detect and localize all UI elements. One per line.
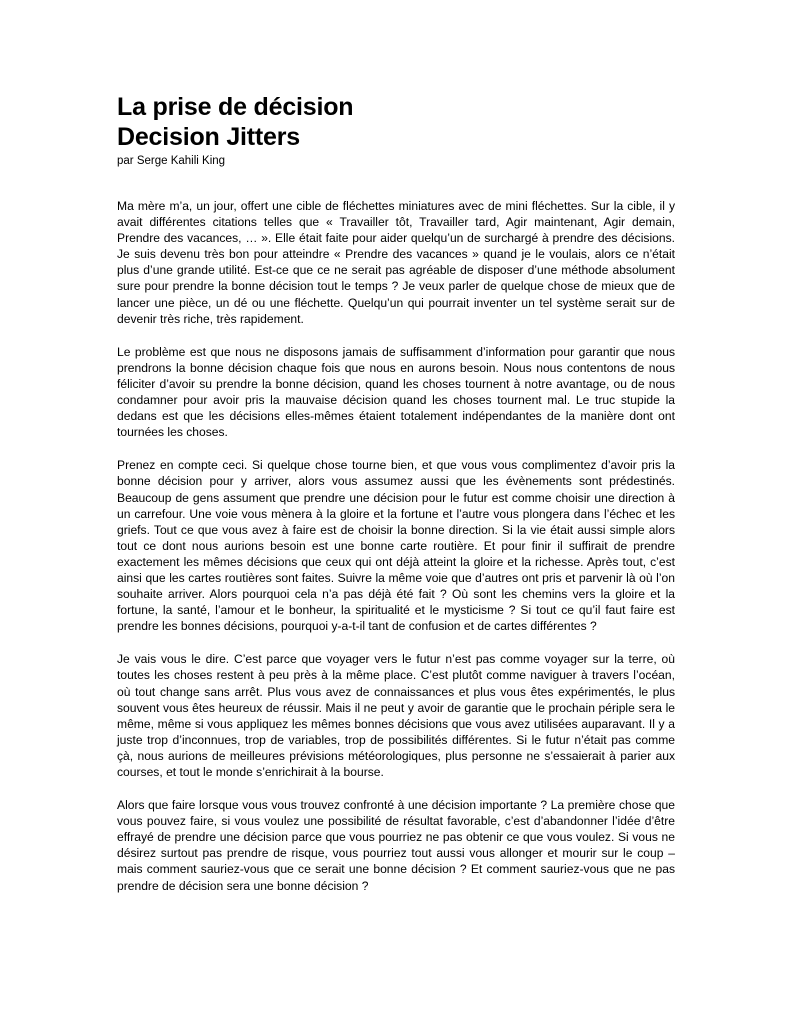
paragraph: Ma mère m’a, un jour, offert une cible de fléchettes miniatures avec de mini fléchettes. Sur la cible, il y avait différentes citations telles que « Travailler tôt, Travailler tard, Agir maintenant, Agir demain, Prendre des vacances, … ». Elle était faite pour aider quelqu’un de surchargé à prendre des décisions. Je suis devenu très bon pour atteindre « Prendre des vacances » quand je le voulais, alors ce n’était plus d’une grande utilité. Est-ce que ce ne serait pas agréable de disposer d’une méthode absolument sure pour prendre la bonne décision tout le temps ? Je veux parler de quelque chose de mieux que de lancer une pièce, un dé ou une fléchette. Quelqu’un qui pourrait inventer un tel système serait sur de devenir très riche, très rapidement. xyxy=(117,199,675,326)
paragraph: Alors que faire lorsque vous vous trouvez confronté à une décision importante ? La première chose que vous pouvez faire, si vous voulez une possibilité de résultat favorable, c’est d’abandonner l’idée d’être effrayé de prendre une décision parce que vous pourriez ne pas obtenir ce que vous voulez. Si vous ne désirez surtout pas prendre de risque, vous pourriez tout aussi vous allonger et mourir sur le coup – mais comment sauriez-vous que ce serait une bonne décision ? Et comment sauriez-vous que ne pas prendre de décision sera une bonne décision ? xyxy=(117,798,675,893)
title-line-french: La prise de décision xyxy=(117,93,354,121)
document-page xyxy=(117,92,675,894)
document-title xyxy=(117,92,675,152)
title-line-english: Decision Jitters xyxy=(117,123,300,151)
paragraph: Le problème est que nous ne disposons jamais de suffisamment d’information pour garantir que nous prendrons la bonne décision chaque fois que nous en aurons besoin. Nous nous contentons de nous féliciter d’avoir su prendre la bonne décision, quand les choses tournent à notre avantage, ou de nous condamner pour avoir pris la mauvaise décision quand les choses tournent mal. Le truc stupide la dedans est que les décisions elles-mêmes étaient totalement indépendantes de la manière dont ont tournées les choses. xyxy=(117,344,675,440)
paragraph: Je vais vous le dire. C’est parce que voyager vers le futur n’est pas comme voyager sur la terre, où toutes les choses restent à peu près à la même place. C’est plutôt comme naviguer à travers l’océan, où tout change sans arrêt. Plus vous avez de connaissances et plus vous êtes expérimentés, le plus souvent vous êtes heureux de réussir. Mais il ne peut y avoir de garantie que le prochain périple sera le même, même si vous appliquez les mêmes bonnes décisions que vous avez utilisées auparavant. Il y a juste trop d’inconnues, trop de variables, trop de possibilités différentes. Si le futur n’était pas comme çà, nous aurions de meilleures prévisions météorologiques, plus personne ne s’essaierait à parier aux courses, et tout le monde s’enrichirait à la bourse. xyxy=(117,652,675,779)
paragraph: Prenez en compte ceci. Si quelque chose tourne bien, et que vous vous complimentez d’avoir pris la bonne décision pour y arriver, alors vous assumez aussi que les évènements sont prédestinés. Beaucoup de gens assument que prendre une décision pour le futur est comme choisir une direction à un carrefour. Une voie vous mènera à la gloire et la fortune et l’autre vous plongera dans l’échec et les griefs. Tout ce que vous avez à faire est de choisir la bonne direction. Si la vie était aussi simple alors tout ce dont nous aurions besoin est une bonne carte routière. Et pour finir il suffirait de prendre exactement les mêmes décisions que ceux qui ont déjà atteint la gloire et la richesse. Après tout, c’est ainsi que les cartes routières sont faites. Suivre la même voie que d’autres ont pris et parvenir là où l’on souhaite arriver. Alors pourquoi cela n’a pas déjà été fait ? Où sont les chemins vers la gloire et la fortune, la santé, l’amour et le bonheur, la spiritualité et le mysticisme ? Si tout ce qu’il faut faire est prendre les bonnes décisions, pourquoi y-a-t-il tant de confusion et de cartes différentes ? xyxy=(117,458,675,634)
author-byline: par Serge Kahili King xyxy=(117,155,226,167)
article-body xyxy=(117,198,675,894)
